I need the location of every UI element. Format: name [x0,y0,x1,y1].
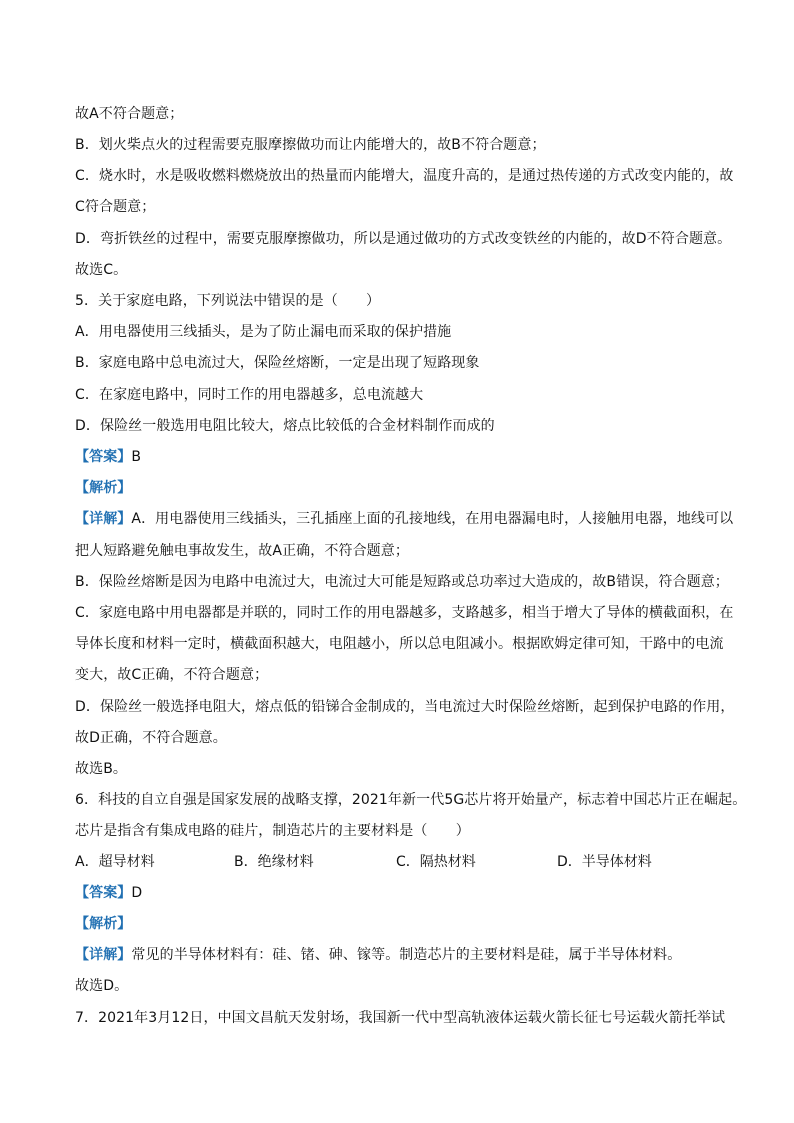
question-7-stem: 7．2021年3月12日，中国文昌航天发射场，我国新一代中型高轨液体运载火箭长征七号运载火箭托举试 [75,1010,726,1026]
detail-line [75,509,734,529]
text-line: C符合题意； [75,199,156,215]
detail-line: B．保险丝熔断是因为电路中电流过大，电流过大可能是短路或总功率过大造成的，故B错误，符合题意； [75,574,729,590]
detail-text: A．用电器使用三线插头，三孔插座上面的孔接地线，在用电器漏电时，人接触用电器，地线可以 [131,511,734,527]
question-5-stem: 5．关于家庭电路，下列说法中错误的是（ ） [75,293,381,309]
question-6-stem: 6．科技的自立自强是国家发展的战略支撑，2021年新一代5G芯片将开始量产，标志着中国芯片正在崛起。 [75,792,747,808]
question-6-option-a: A．超导材料 [75,854,155,870]
detail-line [75,945,725,965]
text-line: B．划火柴点火的过程需要克服摩擦做功而让内能增大的，故B不符合题意； [75,137,546,153]
conclusion-line: 故选D。 [75,978,129,994]
answer-value: D [131,885,143,901]
text-line: 故A不符合题意； [75,106,184,122]
question-6-option-c: C．隔热材料 [396,854,476,870]
question-6-option-d: D．半导体材料 [557,854,652,870]
detail-tag: 【详解】 [75,947,132,963]
analysis-heading [75,478,725,498]
text-line: D．弯折铁丝的过程中，需要克服摩擦做功，所以是通过做功的方式改变铁丝的内能的，故D不符合题意。 [75,231,732,247]
question-5-option-b: B．家庭电路中总电流过大，保险丝熔断，一定是出现了短路现象 [75,355,480,371]
detail-line: 故选B。 [75,761,128,777]
detail-line: C．家庭电路中用电器都是并联的，同时工作的用电器越多，支路越多，相当于增大了导体的横截面积，在 [75,605,734,621]
detail-line: 导体长度和材料一定时，横截面积越大，电阻越小，所以总电阻减小。根据欧姆定律可知，干路中的电流 [75,636,724,652]
analysis-tag: 【解析】 [75,916,132,932]
question-6-stem: 芯片是指含有集成电路的硅片，制造芯片的主要材料是（ ） [75,823,470,839]
detail-line: D．保险丝一般选择电阻大，熔点低的铅锑合金制成的，当电流过大时保险丝熔断，起到保护电路的作用， [75,699,735,715]
detail-line: 把人短路避免触电事故发生，故A正确，不符合题意； [75,543,409,559]
analysis-tag: 【解析】 [75,480,132,496]
detail-line: 故D正确，不符合题意。 [75,730,227,746]
analysis-heading [75,914,725,934]
answer-line [75,447,725,467]
detail-text: 常见的半导体材料有：硅、锗、砷、镓等。制造芯片的主要材料是硅，属于半导体材料。 [131,947,682,963]
text-line: C．烧水时，水是吸收燃料燃烧放出的热量而内能增大，温度升高的，是通过热传递的方式改变内能的，故 [75,168,734,184]
question-5-option-a: A．用电器使用三线插头，是为了防止漏电而采取的保护措施 [75,324,452,340]
question-6-option-b: B．绝缘材料 [234,854,314,870]
text-line: 故选C。 [75,262,128,278]
answer-tag: 【答案】 [75,449,132,465]
answer-tag: 【答案】 [75,885,132,901]
question-5-option-c: C．在家庭电路中，同时工作的用电器越多，总电流越大 [75,387,424,403]
detail-line: 变大，故C正确，不符合题意； [75,667,269,683]
answer-value: B [131,449,142,465]
detail-tag: 【详解】 [75,511,132,527]
answer-line [75,883,725,903]
question-5-option-d: D．保险丝一般选用电阻比较大，熔点比较低的合金材料制作而成的 [75,418,495,434]
